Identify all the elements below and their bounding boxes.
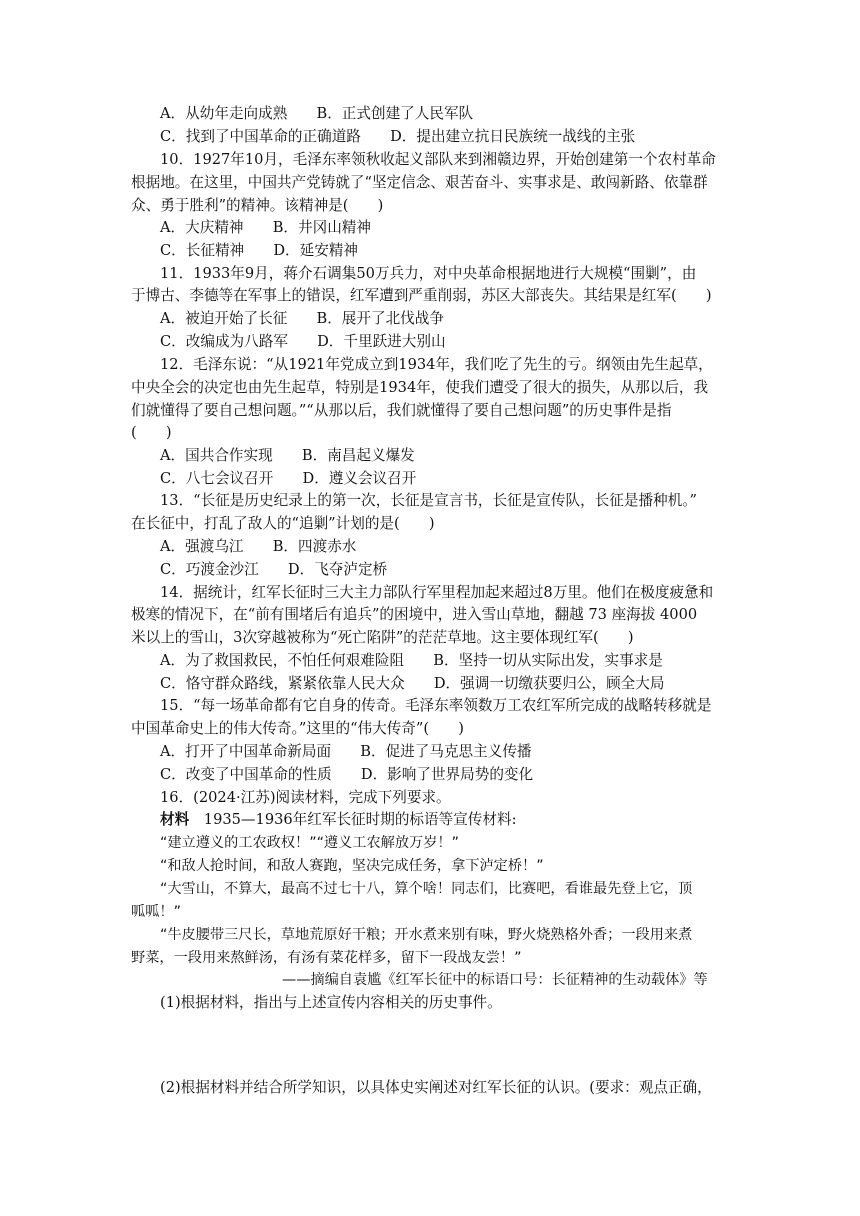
q15-options-ab: A．打开了中国革命新局面 B．促进了马克思主义传播 (160, 743, 532, 760)
slogan-4-line2: 野菜，一段用来熬鲜汤，有汤有菜花样多，留下一段战友尝！” (131, 950, 522, 966)
subquestion-2: (2)根据材料并结合所学知识，以具体史实阐述对红军长征的认识。(要求：观点正确， (160, 1079, 712, 1096)
slogan-3-line2: 呱呱！” (131, 904, 181, 920)
q13-stem-line2: 在长征中，打乱了敌人的“追剿”计划的是( ) (131, 515, 435, 532)
q13-stem-line1: 13．“长征是历史纪录上的第一次，长征是宣言书，长征是宣传队，长征是播种机。” (160, 492, 697, 509)
q11-stem-line2: 于博古、李德等在军事上的错误，红军遭到严重削弱，苏区大部丧失。其结果是红军( ) (131, 287, 712, 304)
q14-options-ab: A．为了救国救民，不怕任何艰难险阻 B．坚持一切从实际出发，实事求是 (160, 652, 663, 669)
q12-options-cd: C．八七会议召开 D．遵义会议召开 (160, 470, 417, 487)
slogan-1: “建立遵义的工农政权！”“遵义工农解放万岁！” (160, 835, 459, 851)
q12-options-ab: A．国共合作实现 B．南昌起义爆发 (160, 447, 415, 464)
q11-options-cd: C．改编成为八路军 D．千里跃进大别山 (160, 333, 446, 350)
subquestion-1: (1)根据材料，指出与上述宣传内容相关的历史事件。 (160, 994, 502, 1011)
q9-options-cd: C．找到了中国革命的正确道路 D．提出建立抗日民族统一战线的主张 (160, 128, 636, 145)
q13-options-cd: C．巧渡金沙江 D．飞夺泸定桥 (160, 561, 388, 578)
q16-stem: 16．(2024·江苏)阅读材料，完成下列要求。 (160, 789, 451, 806)
q14-options-cd: C．恪守群众路线，紧紧依靠人民大众 D．强调一切缴获要归公，顾全大局 (160, 675, 665, 692)
material-label: 材料 (160, 811, 190, 828)
q10-stem-line3: 众、勇于胜利”的精神。该精神是( ) (131, 197, 384, 214)
q14-stem-line2: 极寒的情况下，在“前有围堵后有追兵”的困境中，进入雪山草地，翻越 73 座海拔 4000 (131, 606, 698, 623)
q10-stem-line2: 根据地。在这里，中国共产党铸就了“坚定信念、艰苦奋斗、实事求是、敢闯新路、依靠群 (131, 174, 708, 191)
q11-stem-line1: 11．1933年9月，蒋介石调集50万兵力，对中央革命根据地进行大规模“围剿”，由 (160, 265, 697, 282)
q12-stem-line4: ( ) (131, 424, 172, 441)
material-intro (160, 810, 517, 830)
q10-options-ab: A．大庆精神 B．井冈山精神 (160, 219, 371, 236)
q11-options-ab: A．被迫开始了长征 B．展开了北伐战争 (160, 310, 444, 327)
q15-stem-line2: 中国革命史上的伟大传奇。”这里的“伟大传奇”( ) (131, 720, 464, 737)
material-intro-text: 1935—1936年红军长征时期的标语等宣传材料: (189, 811, 517, 828)
q15-options-cd: C．改变了中国革命的性质 D．影响了世界局势的变化 (160, 766, 534, 783)
q9-options-ab: A．从幼年走向成熟 B．正式创建了人民军队 (160, 105, 474, 122)
slogan-2: “和敌人抢时间，和敌人赛跑，坚决完成任务，拿下泸定桥！” (160, 858, 544, 874)
q14-stem-line1: 14．据统计，红军长征时三大主力部队行军里程加起来超过8万里。他们在极度疲惫和 (160, 584, 714, 601)
q10-stem-line1: 10．1927年10月，毛泽东率领秋收起义部队来到湘赣边界，开始创建第一个农村革命 (160, 151, 716, 168)
q14-stem-line3: 米以上的雪山，3次穿越被称为“死亡陷阱”的茫茫草地。这主要体现红军( ) (131, 629, 634, 646)
slogan-4-line1: “牛皮腰带三尺长，草地荒原好干粮；开水煮来别有味，野火烧熟格外香；一段用来煮 (160, 927, 693, 943)
q12-stem-line1: 12．毛泽东说：“从1921年党成立到1934年，我们吃了先生的亏。纲领由先生起草， (160, 356, 713, 373)
q10-options-cd: C．长征精神 D．延安精神 (160, 242, 358, 259)
q13-options-ab: A．强渡乌江 B．四渡赤水 (160, 538, 357, 555)
material-source: ——摘编自袁尴《红军长征中的标语口号：长征精神的生动载体》等 (282, 972, 708, 988)
q12-stem-line2: 中央全会的决定也由先生起草，特别是1934年，使我们遭受了很大的损失，从那以后，我 (131, 379, 709, 396)
q15-stem-line1: 15．“每一场革命都有它自身的传奇。毛泽东率领数万工农红军所完成的战略转移就是 (160, 697, 712, 714)
q12-stem-line3: 们就懂得了要自己想问题。”“从那以后，我们就懂得了要自己想问题”的历史事件是指 (131, 402, 672, 419)
slogan-3-line1: “大雪山，不算大，最高不过七十八，算个啥！同志们，比赛吧，看谁最先登上它，顶 (160, 881, 693, 897)
